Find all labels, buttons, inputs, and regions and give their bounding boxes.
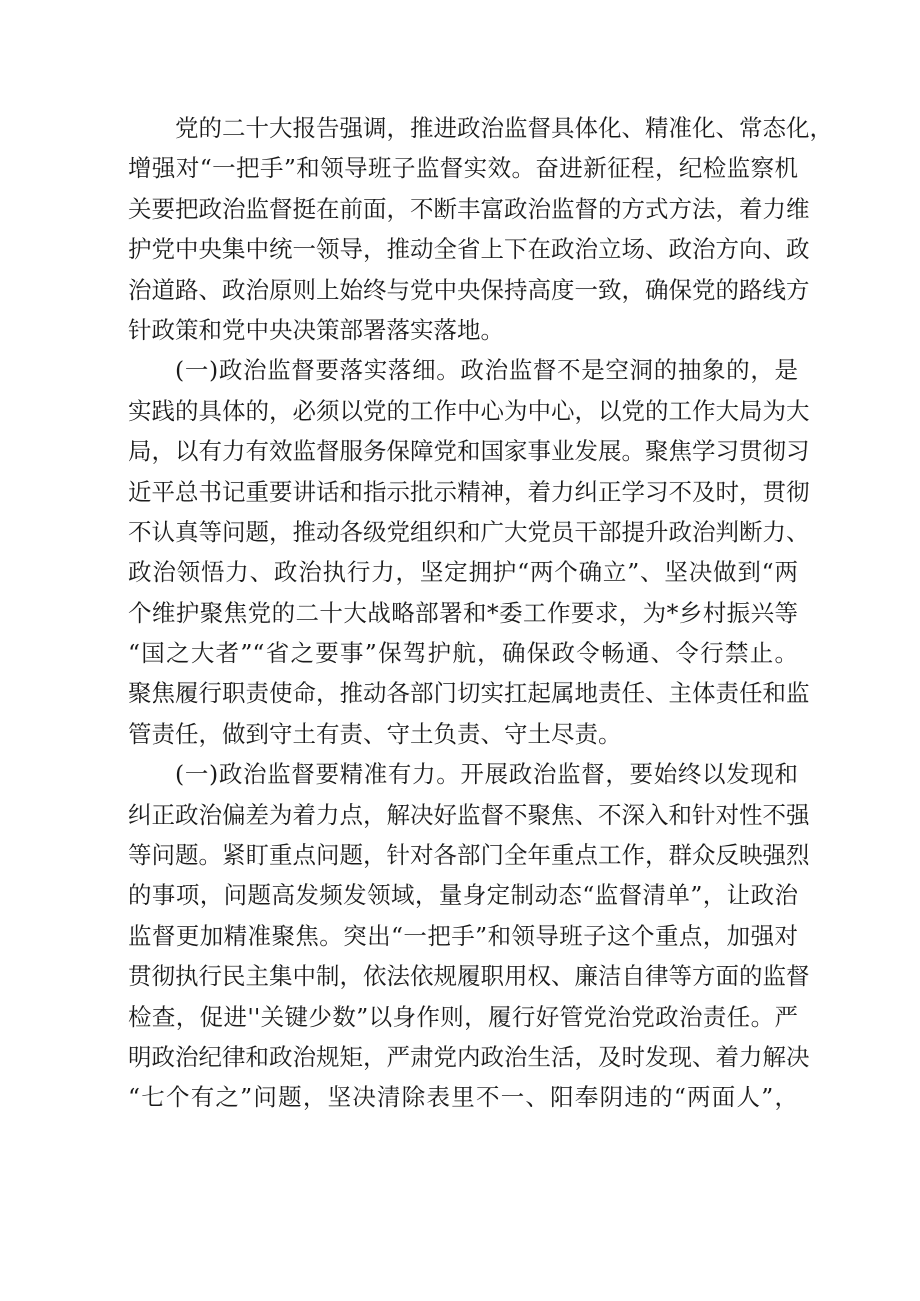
text-line: 党的二十大报告强调，推进政治监督具体化、精准化、常态化， — [175, 114, 833, 142]
text-line: 不认真等问题，推动各级党组织和广大党员干部提升政治判断力、 — [128, 517, 810, 546]
text-line: “七个有之”问题，坚决清除表里不一、阳奉阴违的“两面人”， — [128, 1083, 798, 1112]
text-line: 管责任，做到守土有责、守土负责、守土尽责。 — [128, 719, 622, 748]
text-line: 等问题。紧盯重点问题，针对各部门全年重点工作，群众反映强烈 — [128, 841, 810, 870]
document-body — [128, 108, 833, 1118]
text-line: 关要把政治监督挺在前面，不断丰富政治监督的方式方法，着力维 — [128, 194, 810, 223]
text-line: 检查，促进''关键少数”以身作则，履行好管党治党政治责任。严 — [128, 1002, 798, 1031]
text-line: 局，以有力有效监督服务保障党和国家事业发展。聚焦学习贯彻习 — [128, 437, 810, 466]
text-line: 实践的具体的，必须以党的工作中心为中心，以党的工作大局为大 — [128, 396, 810, 425]
text-line: 纠正政治偏差为着力点，解决好监督不聚焦、不深入和针对性不强 — [128, 800, 810, 829]
section-heading-line: (一)政治监督要落实落细。政治监督不是空洞的抽象的，是 — [175, 356, 798, 385]
text-line: 护党中央集中统一领导，推动全省上下在政治立场、政治方向、政 — [128, 235, 810, 264]
text-line: 监督更加精准聚焦。突出“一把手”和领导班子这个重点，加强对 — [128, 921, 798, 950]
text-line: 的事项，问题高发频发领域，量身定制动态“监督清单”，让政治 — [128, 881, 798, 910]
text-line: 贯彻执行民主集中制，依法依规履职用权、廉洁自律等方面的监督 — [128, 962, 810, 991]
text-line: 明政治纪律和政治规矩，严肃党内政治生活，及时发现、着力解决 — [128, 1042, 810, 1071]
text-line: 近平总书记重要讲话和指示批示精神，着力纠正学习不及时，贯彻 — [128, 477, 810, 506]
text-line: 政治领悟力、政治执行力，坚定拥护“两个确立”、坚决做到“两 — [128, 558, 798, 587]
text-line: “国之大者”“省之要事”保驾护航，确保政令畅通、令行禁止。 — [128, 639, 798, 668]
text-line: 治道路、政治原则上始终与党中央保持高度一致，确保党的路线方 — [128, 275, 810, 304]
text-line: 增强对“一把手”和领导班子监督实效。奋进新征程，纪检监察机 — [128, 154, 798, 183]
text-line: 聚焦履行职责使命，推动各部门切实扛起属地责任、主体责任和监 — [128, 679, 810, 708]
text-line: 个维护聚焦党的二十大战略部署和*委工作要求，为*乡村振兴等 — [128, 598, 798, 627]
section-heading-line: (一)政治监督要精准有力。开展政治监督，要始终以发现和 — [175, 760, 798, 789]
text-line: 针政策和党中央决策部署落实落地。 — [128, 315, 504, 344]
